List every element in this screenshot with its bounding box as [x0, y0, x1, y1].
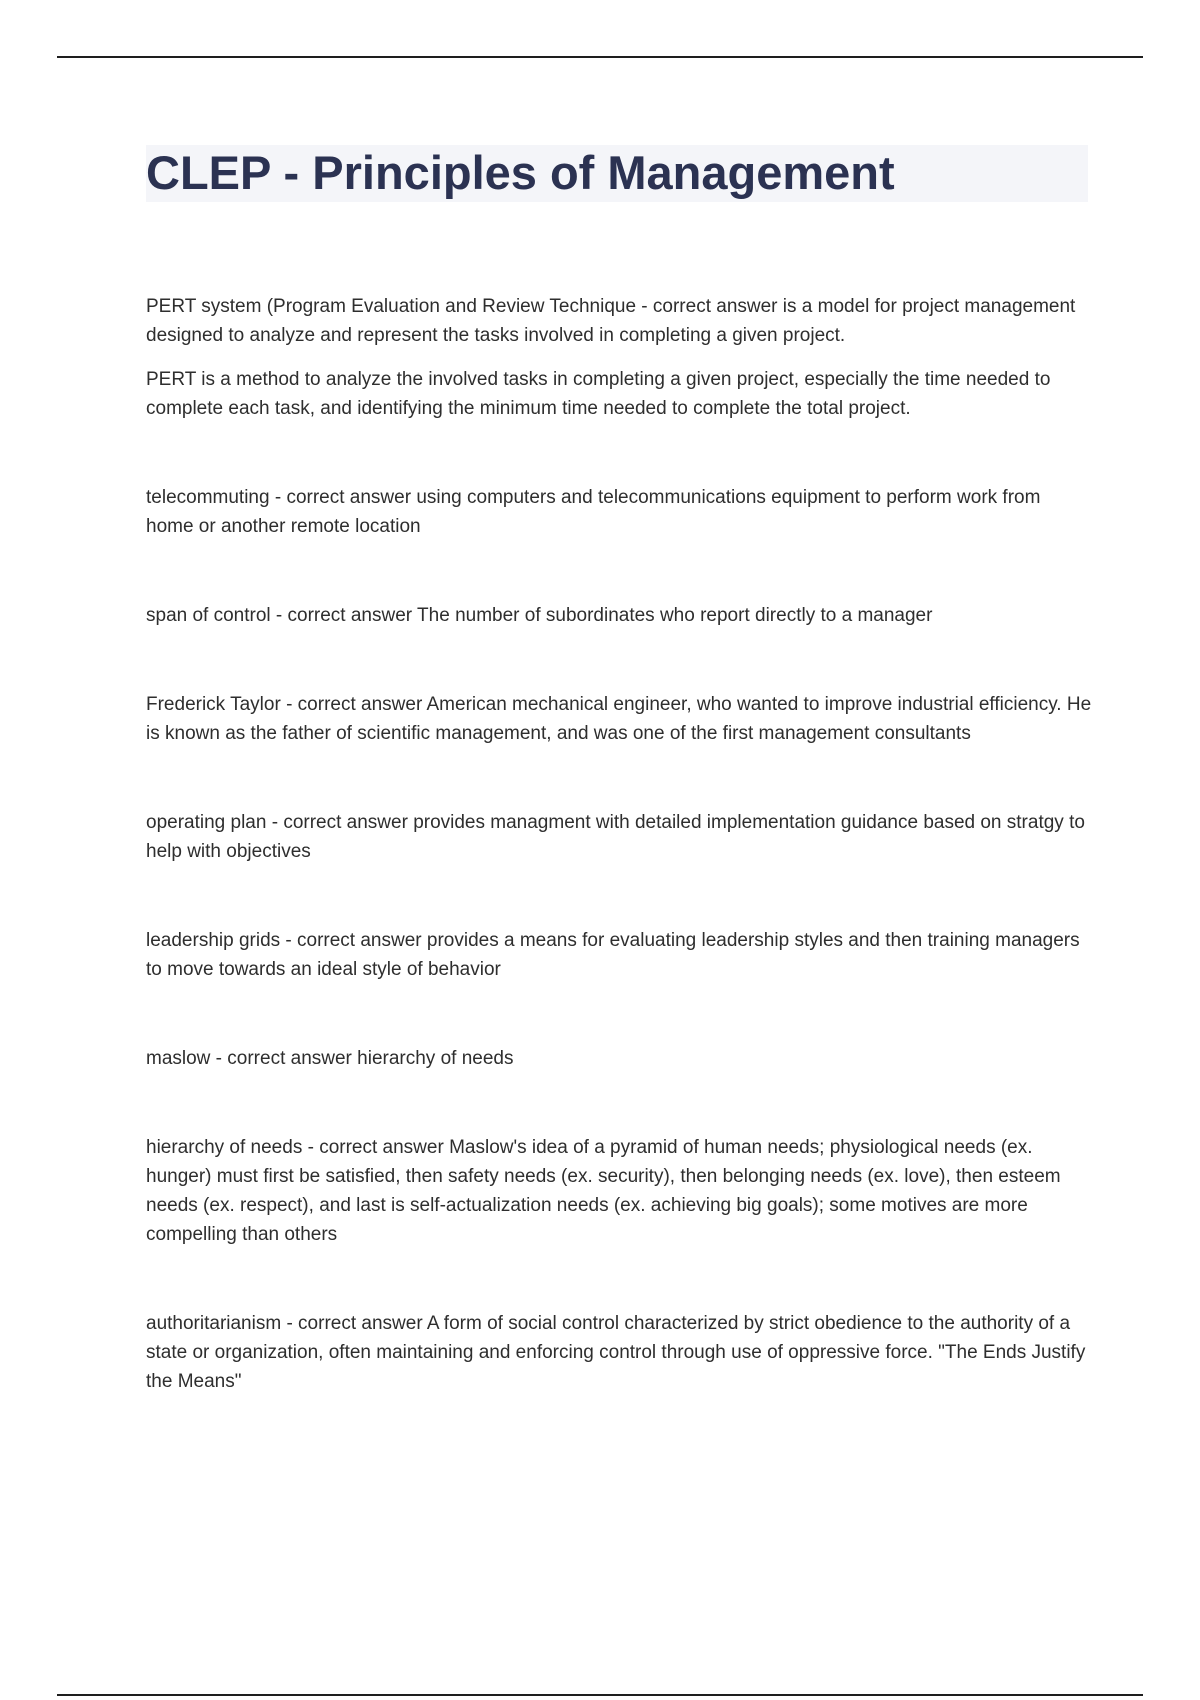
header-rule [57, 56, 1143, 58]
entry-text: span of control - correct answer The number of subordinates who report directly to a manager [146, 605, 933, 626]
entry-hierarchy-of-needs [146, 1133, 1092, 1249]
entry-leadership-grids [146, 926, 1092, 984]
entry-span-of-control [146, 601, 1092, 630]
flashcard-list [146, 292, 1092, 1456]
page-title: CLEP - Principles of Management [146, 146, 895, 199]
entry-text: PERT is a method to analyze the involved tasks in completing a given project, especially the time needed to complete each task, and identifying the minimum time needed to complete the total project. [146, 369, 1051, 419]
entry-operating-plan [146, 808, 1092, 866]
entry-frederick-taylor [146, 690, 1092, 748]
entry-maslow [146, 1044, 1092, 1073]
entry-text: operating plan - correct answer provides managment with detailed implementation guidance based on stratgy to help with objectives [146, 812, 1085, 862]
entry-text: authoritarianism - correct answer A form of social control characterized by strict obedience to the authority of a state or organization, often maintaining and enforcing control through use of oppressive force. "The Ends Justify the Means" [146, 1313, 1086, 1392]
entry-text: leadership grids - correct answer provides a means for evaluating leadership styles and then training managers to move towards an ideal style of behavior [146, 930, 1080, 980]
entry-text: hierarchy of needs - correct answer Maslow's idea of a pyramid of human needs; physiological needs (ex. hunger) must first be satisfied, then safety needs (ex. security), then belonging needs (ex. love), then esteem needs (ex. respect), and last is self-actualization needs (ex. achieving big goals); some motives are more compelling than others [146, 1137, 1061, 1245]
entry-telecommuting [146, 483, 1092, 541]
entry-text: telecommuting - correct answer using computers and telecommunications equipment to perform work from home or another remote location [146, 487, 1041, 537]
footer-rule [57, 1694, 1143, 1696]
entry-text: PERT system (Program Evaluation and Review Technique - correct answer is a model for project management designed to analyze and represent the tasks involved in completing a given project. [146, 296, 1076, 346]
entry-text: Frederick Taylor - correct answer American mechanical engineer, who wanted to improve industrial efficiency. He is known as the father of scientific management, and was one of the first management consultants [146, 694, 1092, 744]
entry-text: maslow - correct answer hierarchy of needs [146, 1048, 514, 1069]
entry-authoritarianism [146, 1309, 1092, 1396]
entry-pert-system [146, 292, 1092, 423]
